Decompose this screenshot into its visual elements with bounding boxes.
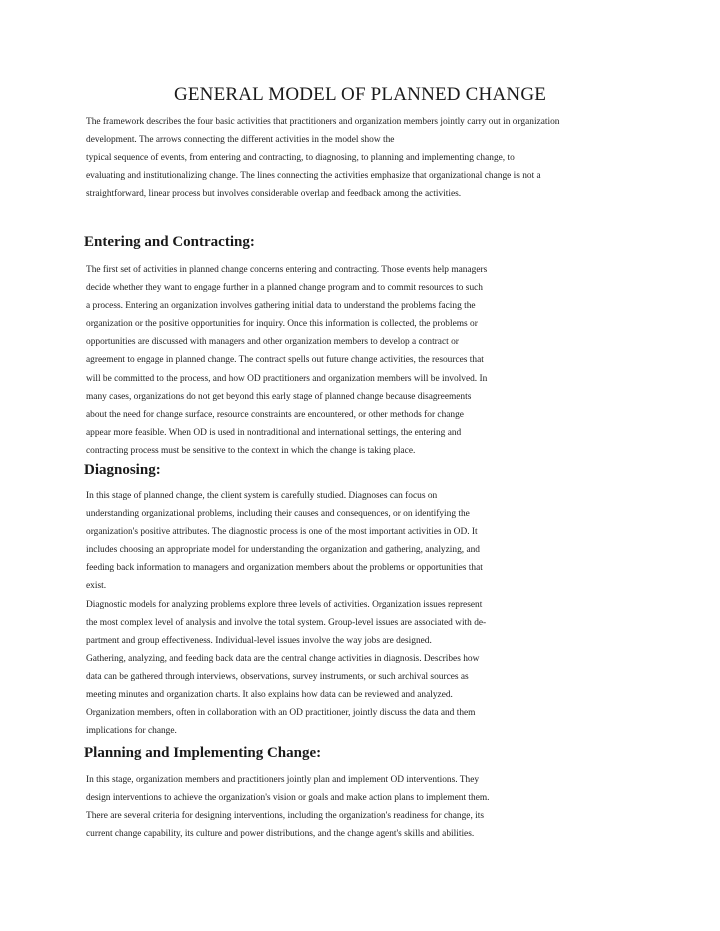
- text-line: organization or the positive opportunities for inquiry. Once this information is collected, the problems or: [86, 319, 478, 330]
- text-line: opportunities are discussed with managers and other organization members to develop a contract or: [86, 337, 459, 348]
- text-line: The framework describes the four basic activities that practitioners and organization members jointly carry out in organization: [86, 117, 560, 127]
- text-line: Diagnostic models for analyzing problems explore three levels of activities. Organization issues represent: [86, 599, 483, 610]
- text-line: decide whether they want to engage further in a planned change program and to commit resources to such: [86, 283, 483, 294]
- text-line: organization's positive attributes. The diagnostic process is one of the most important activities in OD. It: [86, 527, 478, 538]
- text-line: feeding back information to managers and organization members about the problems or opportunities that: [86, 563, 483, 574]
- text-line: about the need for change surface, resource constraints are encountered, or other methods for change: [86, 409, 464, 420]
- text-line: meeting minutes and organization charts. It also explains how data can be reviewed and analyzed.: [86, 690, 453, 701]
- diagnosing-paragraph: [86, 487, 646, 740]
- intro-paragraph: [86, 113, 646, 203]
- entering-paragraph: [86, 261, 646, 460]
- text-line: design interventions to achieve the organization's vision or goals and make action plans to implement them.: [86, 793, 490, 804]
- text-line: implications for change.: [86, 726, 177, 737]
- planning-paragraph: [86, 771, 646, 843]
- page-title: GENERAL MODEL OF PLANNED CHANGE: [173, 84, 547, 105]
- text-line: understanding organizational problems, including their causes and consequences, or on identifying the: [86, 509, 470, 520]
- text-line: typical sequence of events, from entering and contracting, to diagnosing, to planning and implementing change, to: [86, 153, 515, 164]
- text-line: partment and group effectiveness. Individual-level issues involve the way jobs are designed.: [86, 635, 432, 646]
- text-line: In this stage of planned change, the client system is carefully studied. Diagnoses can focus on: [86, 491, 438, 501]
- text-line: agreement to engage in planned change. The contract spells out future change activities, the resources that: [86, 355, 484, 366]
- text-line: appear more feasible. When OD is used in nontraditional and international settings, the entering and: [86, 427, 462, 438]
- section-heading-planning: Planning and Implementing Change:: [84, 745, 322, 761]
- text-line: development. The arrows connecting the different activities in the model show the: [86, 135, 395, 146]
- text-line: There are several criteria for designing interventions, including the organization's readiness for change, its: [86, 811, 484, 822]
- section-heading-diagnosing: Diagnosing:: [84, 462, 161, 478]
- text-line: a process. Entering an organization involves gathering initial data to understand the problems facing the: [86, 301, 476, 312]
- text-line: data can be gathered through interviews, observations, survey instruments, or such archival sources as: [86, 671, 469, 682]
- text-line: the most complex level of analysis and involve the total system. Group-level issues are associated with de-: [86, 617, 487, 628]
- text-line: includes choosing an appropriate model for understanding the organization and gathering, analyzing, and: [86, 545, 480, 556]
- text-line: many cases, organizations do not get beyond this early stage of planned change because disagreements: [86, 391, 472, 402]
- text-line: The first set of activities in planned change concerns entering and contracting. Those events help managers: [86, 265, 488, 275]
- section-heading-entering: Entering and Contracting:: [84, 234, 255, 250]
- text-line: In this stage, organization members and practitioners jointly plan and implement OD interventions. They: [86, 775, 480, 785]
- text-line: contracting process must be sensitive to the context in which the change is taking place.: [86, 445, 416, 456]
- text-line: will be committed to the process, and how OD practitioners and organization members will be involved. In: [86, 373, 488, 384]
- text-line: straightforward, linear process but involves considerable overlap and feedback among the activities.: [86, 189, 462, 200]
- text-line: Gathering, analyzing, and feeding back data are the central change activities in diagnosis. Describes how: [86, 653, 480, 664]
- text-line: current change capability, its culture and power distributions, and the change agent's skills and abilities.: [86, 829, 475, 840]
- text-line: evaluating and institutionalizing change. The lines connecting the activities emphasize that organizational change is not a: [86, 171, 541, 182]
- text-line: Organization members, often in collaboration with an OD practitioner, jointly discuss the data and them: [86, 708, 476, 719]
- text-line: exist.: [86, 581, 107, 592]
